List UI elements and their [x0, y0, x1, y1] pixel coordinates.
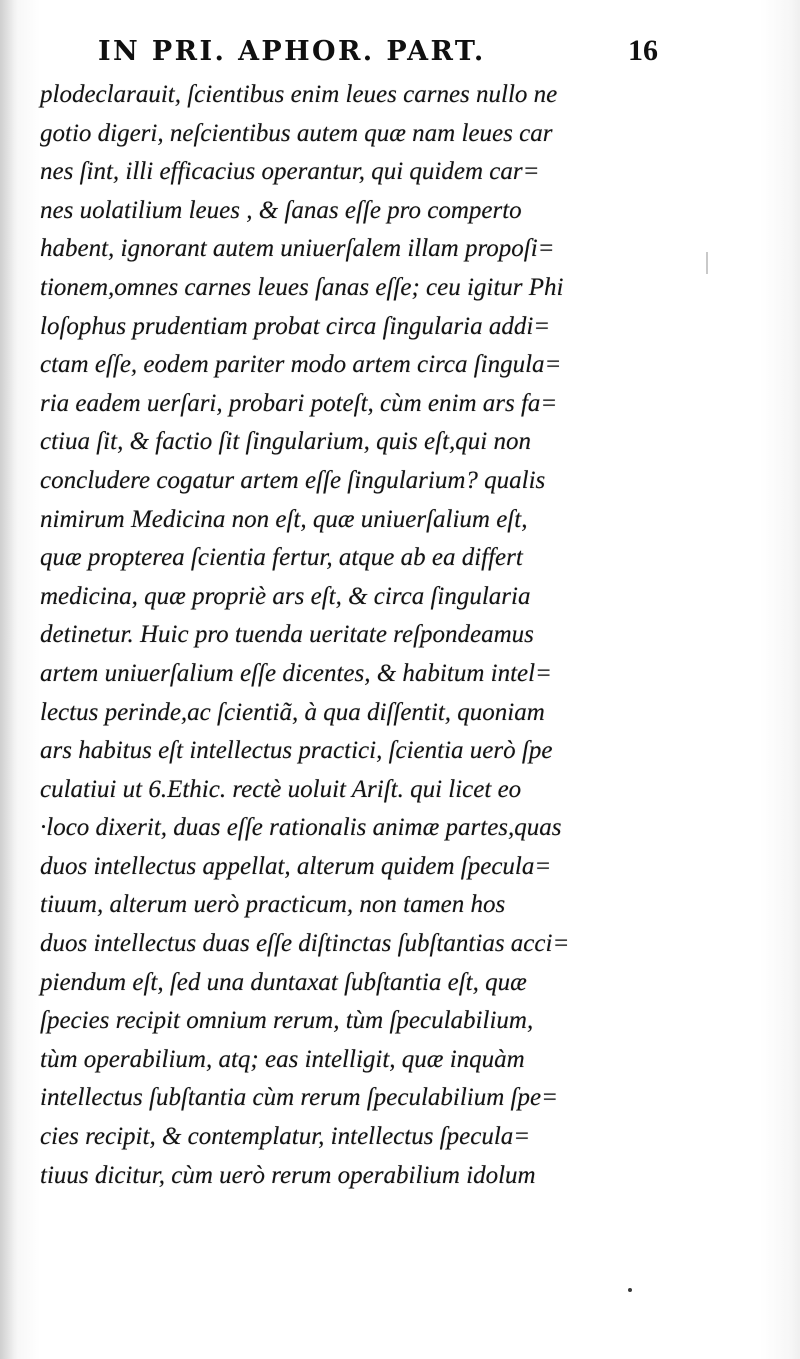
- text-line: ſpecies recipit omnium rerum, tùm ſpeculabilium,: [40, 1007, 534, 1035]
- ink-speck: [628, 1288, 632, 1292]
- gutter-shadow: [0, 0, 18, 1359]
- text-line: nes uolatilium leues , & ſanas eſſe pro comperto: [40, 196, 522, 224]
- text-line: ctam eſſe, eodem pariter modo artem circa ſingula=: [40, 351, 562, 379]
- text-line: detinetur. Huic pro tuenda ueritate reſpondeamus: [40, 621, 534, 649]
- text-line: medicina, quæ propriè ars eſt, & circa ſingularia: [40, 582, 531, 610]
- text-line: nimirum Medicina non eſt, quæ uniuerſalium eſt,: [40, 505, 528, 533]
- text-line: duos intellectus duas eſſe diſtinctas ſubſtantias acci=: [40, 930, 570, 958]
- running-head: [98, 36, 658, 76]
- text-line: ctiua ſit, & factio ſit ſingularium, quis eſt,qui non: [40, 428, 531, 456]
- text-line: duos intellectus appellat, alterum quidem ſpecula=: [40, 852, 552, 880]
- text-line: quæ propterea ſcientia fertur, atque ab ea differt: [40, 544, 523, 572]
- text-line: ria eadem uerſari, probari poteſt, cùm enim ars fa=: [40, 389, 558, 417]
- body-text: [40, 76, 700, 1195]
- text-line: loſophus prudentiam probat circa ſingularia addi=: [40, 312, 551, 340]
- text-line: plodeclarauit, ſcientibus enim leues carnes nullo ne: [40, 81, 558, 108]
- text-line: nes ſint, illi efficacius operantur, qui quidem car=: [40, 158, 540, 186]
- text-line: tùm operabilium, atq; eas intelligit, quæ inquàm: [40, 1045, 525, 1073]
- margin-mark: [706, 252, 708, 274]
- text-line: habent, ignorant autem uniuerſalem illam propoſi=: [40, 235, 555, 263]
- text-line: intellectus ſubſtantia cùm rerum ſpeculabilium ſpe=: [40, 1084, 558, 1112]
- text-line: tiuus dicitur, cùm uerò rerum operabilium idolum: [40, 1161, 536, 1189]
- text-line: gotio digeri, neſcientibus autem quæ nam leues car: [40, 119, 553, 147]
- page-number: 16: [628, 34, 658, 67]
- text-line: artem uniuerſalium eſſe dicentes, & habitum intel=: [40, 659, 552, 687]
- text-line: culatiui ut 6.Ethic. rectè uoluit Ariſt. qui licet eo: [40, 775, 522, 803]
- text-line: lectus perinde,ac ſcientiã, à qua diſſentit, quoniam: [40, 698, 545, 726]
- text-line: cies recipit, & contemplatur, intellectus ſpecula=: [40, 1123, 531, 1151]
- text-line: ars habitus eſt intellectus practici, ſcientia uerò ſpe: [40, 737, 553, 765]
- text-line: piendum eſt, ſed una duntaxat ſubſtantia eſt, quæ: [40, 968, 527, 996]
- text-line: tiuum, alterum uerò practicum, non tamen hos: [40, 891, 506, 919]
- text-line: ·loco dixerit, duas eſſe rationalis animæ partes,quas: [40, 814, 562, 842]
- text-line: concludere cogatur artem eſſe ſingularium? qualis: [40, 466, 546, 494]
- text-line: tionem,omnes carnes leues ſanas eſſe; ceu igitur Phi: [40, 273, 564, 301]
- running-title: IN PRI. APHOR. PART.: [98, 36, 486, 67]
